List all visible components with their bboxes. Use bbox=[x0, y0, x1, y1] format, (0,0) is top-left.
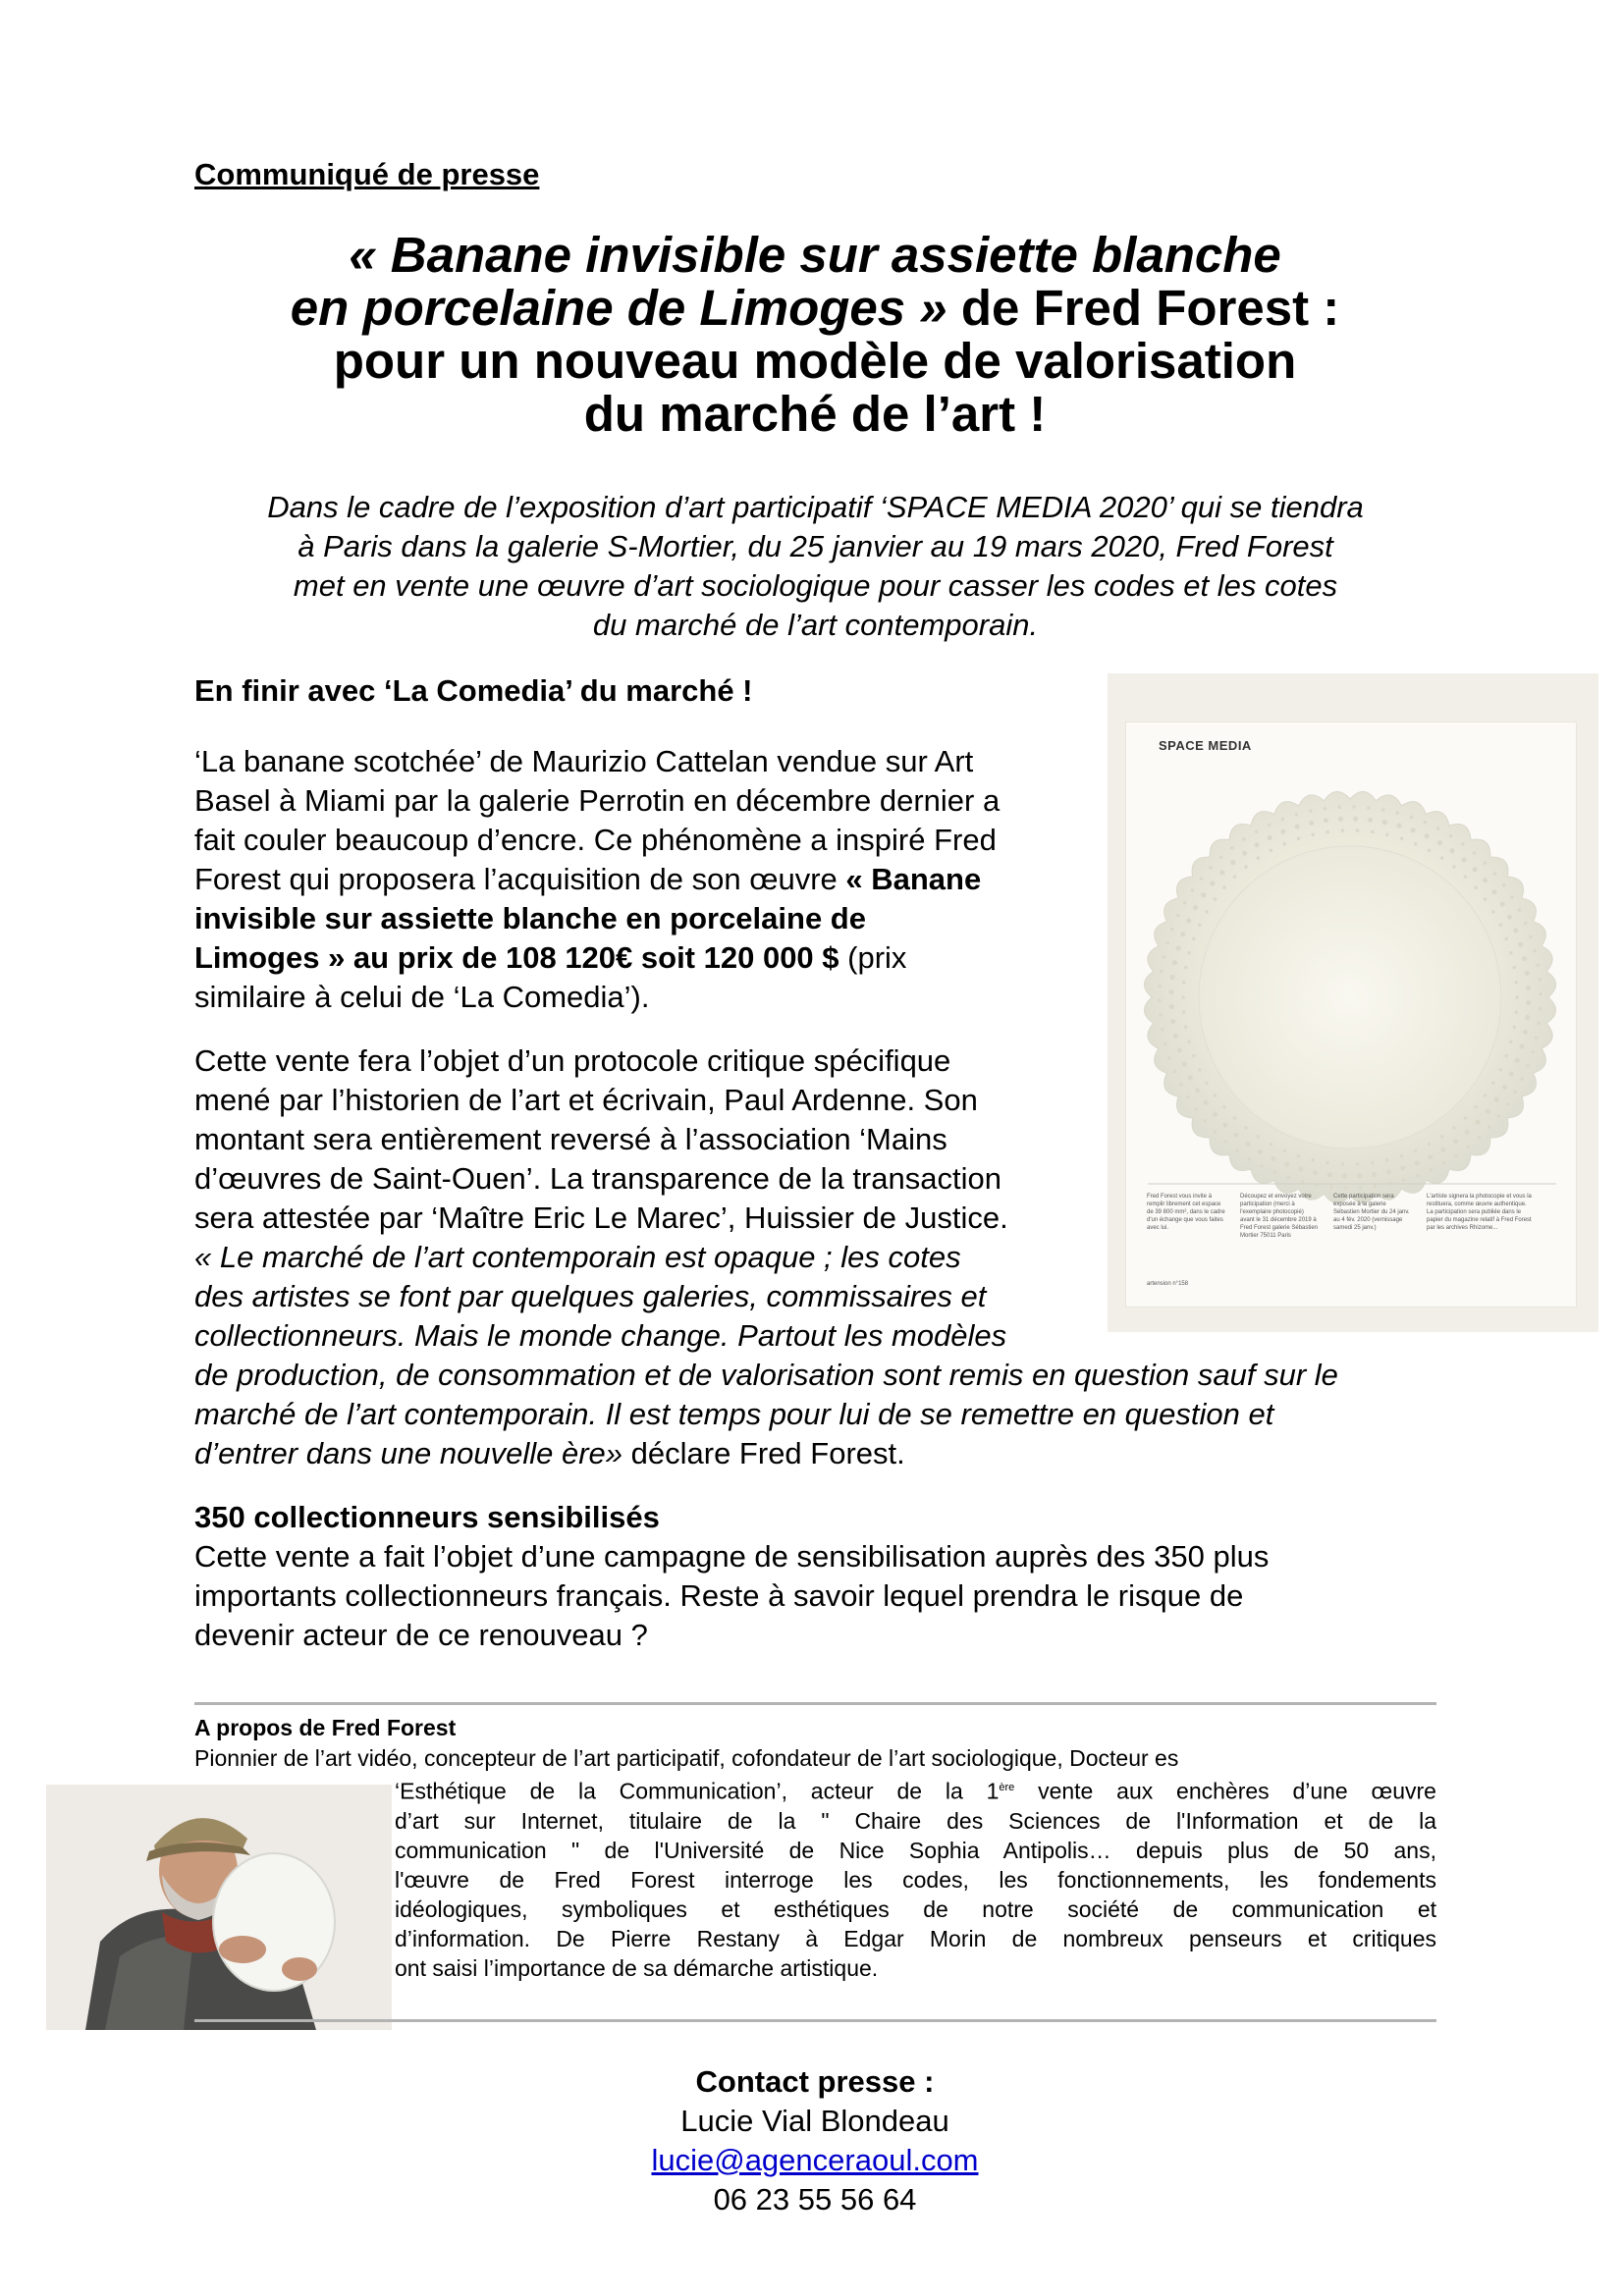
text-line: devenir acteur de ce renouveau ? bbox=[194, 1618, 648, 1652]
text-line: mené par l’historien de l’art et écrivain, Paul Ardenne. Son bbox=[194, 1083, 978, 1117]
about-run: ‘Esthétique de la Communication’, acteur de la 1 bbox=[395, 1778, 1000, 1804]
text-line: Cette vente a fait l’objet d’une campagne de sensibilisation auprès des 350 plus bbox=[194, 1539, 1270, 1574]
quote-line: des artistes se font par quelques galeries, commissaires et bbox=[194, 1279, 987, 1313]
about-paragraph bbox=[395, 1773, 1436, 1983]
divider-bottom bbox=[194, 2019, 1436, 2022]
about-line: l'œuvre de Fred Forest interroge les codes, les fonctionnements, les fondements bbox=[395, 1866, 1436, 1893]
title-line-2 bbox=[196, 282, 1434, 335]
paragraph-collectionneurs bbox=[194, 1537, 1269, 1655]
title-line-3: pour un nouveau modèle de valorisation bbox=[333, 333, 1297, 389]
contact-name: Lucie Vial Blondeau bbox=[680, 2104, 949, 2138]
superscript: ère bbox=[999, 1782, 1015, 1793]
contact-email-link[interactable]: lucie@agenceraoul.com bbox=[651, 2143, 979, 2177]
page-title bbox=[196, 229, 1434, 441]
portrait-illustration bbox=[46, 1785, 392, 2030]
text-run: Forest qui proposera l’acquisition de son œuvre bbox=[194, 862, 846, 896]
text-run-bold: « Banane bbox=[845, 862, 982, 896]
text-line: fait couler beaucoup d’encre. Ce phénomène a inspiré Fred bbox=[194, 823, 997, 857]
text-line bbox=[194, 860, 1000, 899]
about-line: d’information. De Pierre Restany à Edgar Morin de nombreux penseurs et critiques bbox=[395, 1925, 1436, 1951]
magazine-column: L'artiste signera la photocopie et vous la restituera, comme œuvre authentique. La participation sera publiée dans le papier du magazine relatif à Fred Forest par les archives Rhizome... bbox=[1427, 1194, 1532, 1231]
section-heading-collectionneurs: 350 collectionneurs sensibilisés bbox=[194, 1500, 660, 1534]
about-line: idéologiques, symboliques et esthétiques de notre société de communication et bbox=[395, 1896, 1436, 1922]
text-run: déclare Fred Forest. bbox=[622, 1436, 905, 1470]
quote-line: de production, de consommation et de valorisation sont remis en question sauf sur le bbox=[194, 1358, 1338, 1392]
text-line: invisible sur assiette blanche en porcelaine de bbox=[194, 901, 866, 935]
section-heading-comedia: En finir avec ‘La Comedia’ du marché ! bbox=[194, 673, 753, 708]
text-line: importants collectionneurs français. Reste à savoir lequel prendra le risque de bbox=[194, 1578, 1244, 1613]
press-release-label: Communiqué de presse bbox=[194, 157, 540, 191]
title-line-1: « Banane invisible sur assiette blanche bbox=[349, 227, 1281, 283]
about-line: d’art sur Internet, titulaire de la " Chaire des Sciences de l'Information et de la bbox=[395, 1807, 1436, 1834]
about-line: ont saisi l’importance de sa démarche artistique. bbox=[395, 1954, 879, 1981]
price-text: Limoges » au prix de 108 120€ soit 120 000 $ bbox=[194, 940, 839, 975]
divider-top bbox=[194, 1702, 1436, 1705]
contact-line bbox=[393, 2062, 1237, 2141]
quote-line: marché de l’art contemporain. Il est temps pour lui de se remettre en question et bbox=[194, 1397, 1274, 1431]
text-run: (prix bbox=[839, 940, 907, 975]
quote-line: collectionneurs. Mais le monde change. Partout les modèles bbox=[194, 1318, 1007, 1353]
lede-line: du marché de l’art contemporain. bbox=[592, 608, 1039, 642]
magazine-column: Fred Forest vous invite à remplir librement cet espace de 39 800 mm², dans le cadre d'un échange que vous faites avec lui. bbox=[1147, 1194, 1225, 1231]
magazine-column: Cette participation sera exposée à la galerie Sébastien Mortier du 24 janv. au 4 fév. 2020 (vernissage samedi 25 janv.) bbox=[1333, 1194, 1410, 1231]
text-line: Basel à Miami par la galerie Perrotin en décembre dernier a bbox=[194, 783, 1001, 818]
press-contact bbox=[393, 2062, 1237, 2219]
text-line: similaire à celui de ‘La Comedia’). bbox=[194, 980, 650, 1014]
about-first-line: Pionnier de l’art vidéo, concepteur de l’art participatif, cofondateur de l’art sociologique, Docteur es bbox=[194, 1745, 1179, 1771]
contact-label: Contact presse : bbox=[695, 2064, 935, 2099]
text-line bbox=[194, 1434, 1338, 1473]
space-media-label: SPACE MEDIA bbox=[1159, 738, 1252, 753]
quote-line: « Le marché de l’art contemporain est opaque ; les cotes bbox=[194, 1240, 961, 1274]
paragraph-banane bbox=[194, 742, 1000, 1017]
magazine-footer: artension n°158 bbox=[1147, 1281, 1189, 1287]
title-line-2-rest: de Fred Forest : bbox=[947, 280, 1340, 336]
title-line-4: du marché de l’art ! bbox=[583, 386, 1047, 442]
lede-line: Dans le cadre de l’exposition d’art participatif ‘SPACE MEDIA 2020’ qui se tiendra bbox=[267, 490, 1364, 524]
magazine-column: Découpez et envoyez votre participation (merci à l'exemplaire photocopié) avant le 31 décembre 2019 à Fred Forest galerie Sébastien Mortier 75011 Paris bbox=[1240, 1194, 1319, 1239]
lede-line: met en vente une œuvre d’art sociologique pour casser les codes et les cotes bbox=[293, 568, 1338, 603]
lede-line: à Paris dans la galerie S-Mortier, du 25 janvier au 19 mars 2020, Fred Forest bbox=[298, 529, 1333, 563]
about-heading: A propos de Fred Forest bbox=[194, 1715, 457, 1740]
quote-run: d’entrer dans une nouvelle ère» bbox=[194, 1436, 623, 1470]
fred-forest-portrait bbox=[46, 1785, 392, 2030]
text-line bbox=[194, 938, 1000, 978]
text-line: ‘La banane scotchée’ de Maurizio Cattelan vendue sur Art bbox=[194, 744, 974, 778]
lede-paragraph bbox=[194, 488, 1436, 645]
about-run: vente aux enchères d’une œuvre bbox=[1014, 1778, 1436, 1804]
text-line: montant sera entièrement reversé à l’association ‘Mains bbox=[194, 1122, 947, 1156]
title-line-2-italic: en porcelaine de Limoges » bbox=[290, 280, 947, 336]
contact-line bbox=[393, 2141, 1237, 2219]
contact-phone: 06 23 55 56 64 bbox=[713, 2182, 917, 2216]
text-line: sera attestée par ‘Maître Eric Le Marec’, Huissier de Justice. bbox=[194, 1201, 1008, 1235]
about-line: communication " de l'Université de Nice Sophia Antipolis… depuis plus de 50 ans, bbox=[395, 1837, 1436, 1863]
text-line: Cette vente fera l’objet d’un protocole critique spécifique bbox=[194, 1043, 951, 1078]
text-line: d’œuvres de Saint-Ouen’. La transparence de la transaction bbox=[194, 1161, 1001, 1196]
about-line bbox=[395, 1773, 1436, 1806]
